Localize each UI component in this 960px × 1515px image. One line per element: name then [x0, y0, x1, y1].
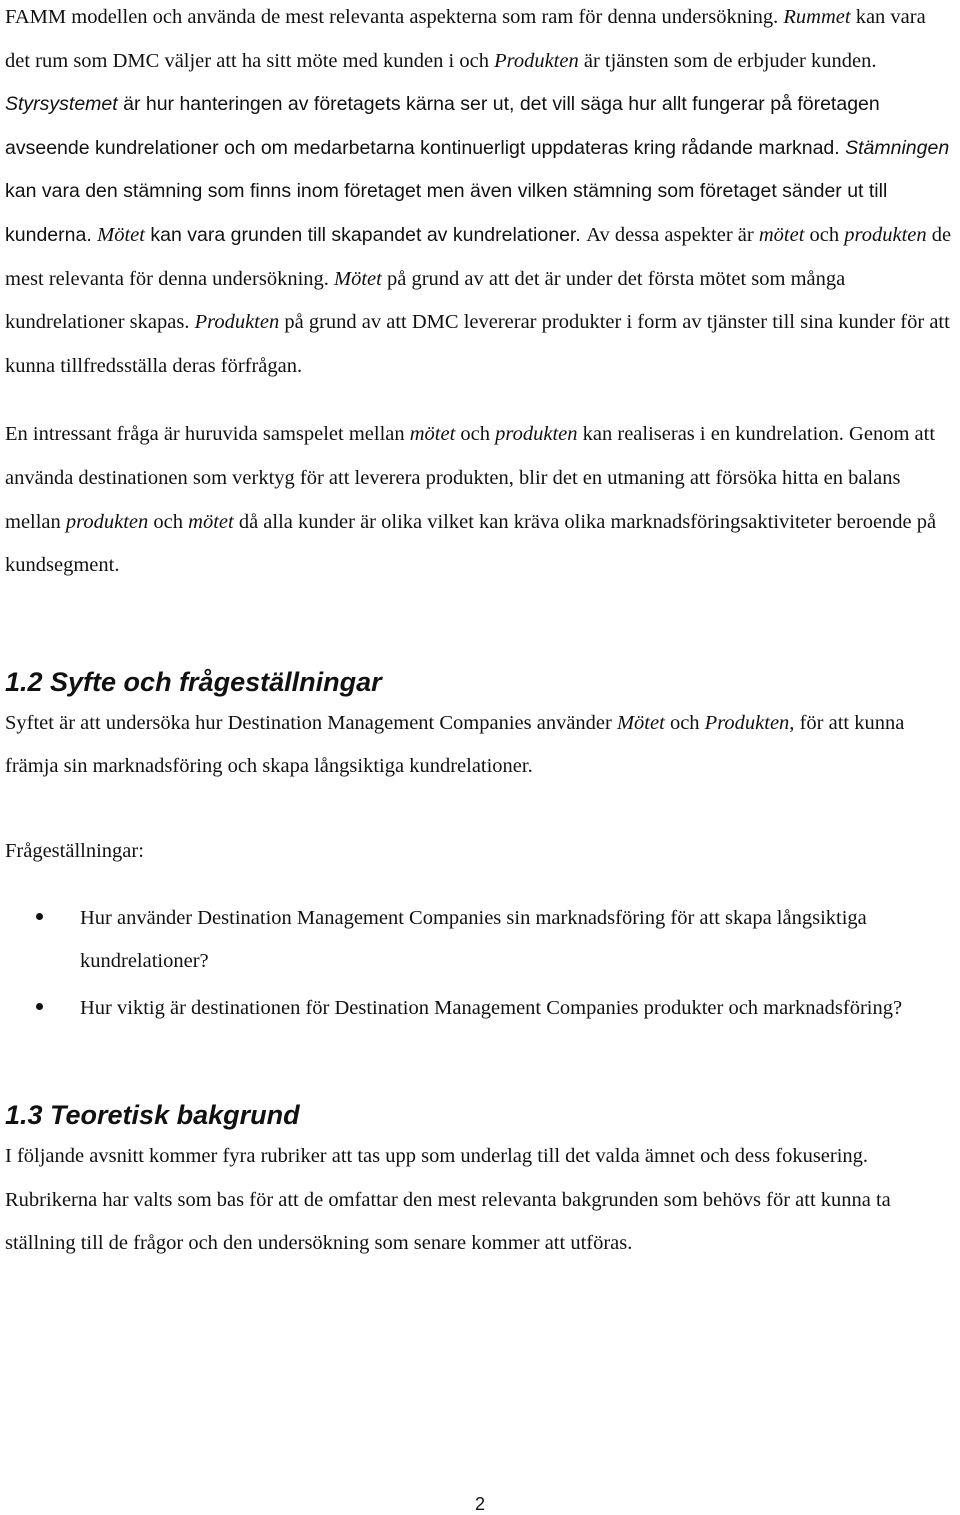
text-segment: kan vara den stämning som finns inom företaget men även vilken stämning som företaget sänder ut till kunderna. — [5, 180, 888, 246]
text-segment: Av dessa aspekter är — [586, 223, 759, 246]
term-produkten-lower: produkten — [495, 423, 578, 446]
text-segment: är hur hanteringen av företagets kärna ser ut, det vill säga hur allt fungerar på företagen avseende kundrelationer och om medarbetarna kontinuerligt uppdateras kring rådande marknad. — [5, 93, 880, 159]
term-motet: Mötet — [334, 267, 382, 290]
bullet-icon — [36, 1003, 43, 1010]
text-segment: och — [804, 223, 845, 246]
text-segment: och — [455, 423, 496, 446]
text-segment: FAMM modellen och använda de mest relevanta aspekterna som ram för denna undersökning. — [5, 6, 784, 28]
text-segment: Syftet är att undersöka hur Destination Management Companies använder — [5, 711, 617, 734]
paragraph-famm-aspects — [5, 0, 955, 388]
term-motet-lower: mötet — [188, 510, 234, 533]
research-question: Hur viktig är destinationen för Destination Management Companies produkter och marknadsföring? — [80, 996, 903, 1019]
research-question: Hur använder Destination Management Companies sin marknadsföring för att skapa långsiktiga kundrelationer? — [80, 906, 867, 973]
questions-label: Frågeställningar: — [5, 839, 144, 862]
text-segment: kan vara grunden till skapandet av kundrelationer. — [144, 223, 587, 246]
text-segment: är tjänsten som de erbjuder kunden. — [578, 49, 877, 72]
term-produkten-lower: produkten — [844, 223, 927, 246]
text-segment: för att kunna främja sin marknadsföring och skapa långsiktiga kundrelationer. — [5, 711, 905, 778]
paragraph-syfte — [5, 702, 955, 789]
text-segment: på grund av att DMC levererar produkter i form av tjänster till sina kunder för att kunna tillfredsställa deras förfrågan. — [5, 311, 950, 377]
text-segment: kan vara det rum som DMC väljer att ha sitt möte med kunden i och — [5, 6, 926, 72]
term-stamningen: Stämningen — [845, 136, 950, 159]
term-rummet: Rummet — [783, 6, 851, 28]
document-page — [5, 0, 955, 1266]
section-heading-syfte: 1.2 Syfte och frågeställningar — [5, 666, 382, 697]
term-motet: Mötet — [616, 711, 665, 734]
page-number: 2 — [474, 1494, 485, 1514]
list-item — [5, 987, 955, 1031]
text-segment: En intressant fråga är huruvida samspelet mellan — [5, 423, 410, 446]
text-segment: kan realiseras i en kundrelation. Genom att använda destinationen som verktyg för att leverera produkten, blir det en utmaning att försöka hitta en balans mellan — [5, 423, 936, 533]
text-segment: de mest relevanta för denna undersökning. — [5, 223, 952, 290]
term-motet-lower: mötet — [409, 423, 456, 446]
term-produkten-lower: produkten — [65, 510, 149, 533]
text-segment: då alla kunder är olika vilket kan kräva olika marknadsföringsaktiviteter beroende på kundsegment. — [5, 510, 937, 577]
term-produkten: Produkten — [494, 49, 579, 72]
term-motet-lower: mötet — [758, 223, 805, 246]
bullet-icon — [36, 913, 43, 920]
term-styrsystemet: Styrsystemet — [5, 93, 118, 116]
text-segment: på grund av att det är under det första mötet som många kundrelationer skapas. — [5, 267, 846, 334]
text-segment: och — [148, 510, 189, 533]
list-item — [5, 897, 955, 984]
term-produkten: Produkten, — [704, 711, 795, 734]
term-produkten: Produkten — [194, 311, 280, 334]
paragraph-interplay — [5, 413, 955, 587]
paragraph-teoretisk: I följande avsnitt kommer fyra rubriker att tas upp som underlag till det valda ämnet och dess fokusering. Rubrikerna har valts som bas för att de omfattar den mest relevanta bakgrunden som behövs för att kunna ta ställning till de frågor och den undersökning som senare kommer att utföras. — [5, 1145, 891, 1255]
text-segment: och — [664, 711, 705, 734]
research-questions-list — [5, 897, 955, 1031]
section-heading-teoretisk: 1.3 Teoretisk bakgrund — [5, 1100, 300, 1131]
term-motet: Mötet — [97, 223, 145, 246]
